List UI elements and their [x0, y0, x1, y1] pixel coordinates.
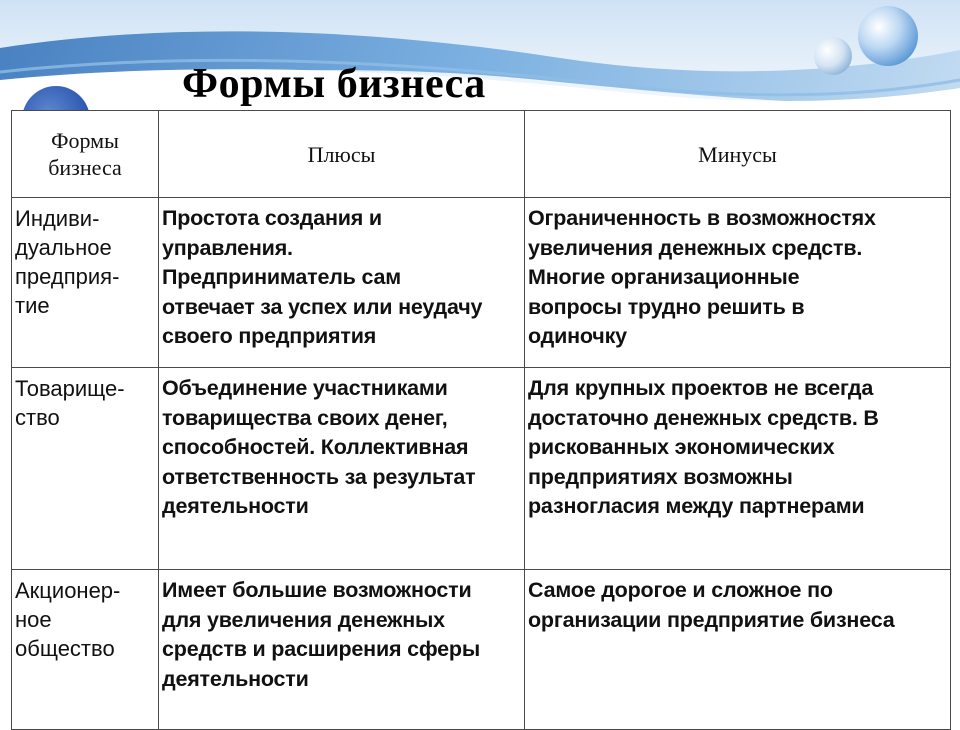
business-forms-table — [11, 110, 951, 730]
row-pros-partnership: Объединение участниками товарищества своих денег, способностей. Коллективная ответственность за результат деятельности — [159, 368, 525, 570]
row-cons-individual: Ограниченность в возможностях увеличения денежных средств. Многие организационные вопросы трудно решить в одиночку — [525, 198, 951, 368]
row-cons-jsc: Самое дорогое и сложное по организации предприятие бизнеса — [525, 570, 951, 730]
row-form-partnership: Товарище- ство — [12, 368, 159, 570]
page-title: Формы бизнеса — [182, 61, 486, 107]
table-row — [12, 198, 951, 368]
header-cons-label: Минусы — [698, 141, 777, 167]
row-pros-individual: Простота создания и управления. Предприниматель сам отвечает за успех или неудачу своего предприятия — [159, 198, 525, 368]
bubble-small — [814, 37, 852, 75]
bubble-large — [858, 6, 918, 66]
header-cons — [525, 111, 951, 198]
table-header-row — [12, 111, 951, 198]
row-form-jsc: Акционер- ное общество — [12, 570, 159, 730]
row-cons-partnership: Для крупных проектов не всегда достаточно денежных средств. В рискованных экономических предприятиях возможны разногласия между партнерами — [525, 368, 951, 570]
row-pros-jsc: Имеет большие возможности для увеличения денежных средств и расширения сферы деятельности — [159, 570, 525, 730]
row-form-individual: Индиви- дуальное предприя- тие — [12, 198, 159, 368]
header-forms-label: Формы бизнеса — [48, 128, 122, 180]
header-pros-label: Плюсы — [307, 141, 376, 167]
table-row — [12, 570, 951, 730]
header-forms — [12, 111, 159, 198]
table-row — [12, 368, 951, 570]
header-pros — [159, 111, 525, 198]
